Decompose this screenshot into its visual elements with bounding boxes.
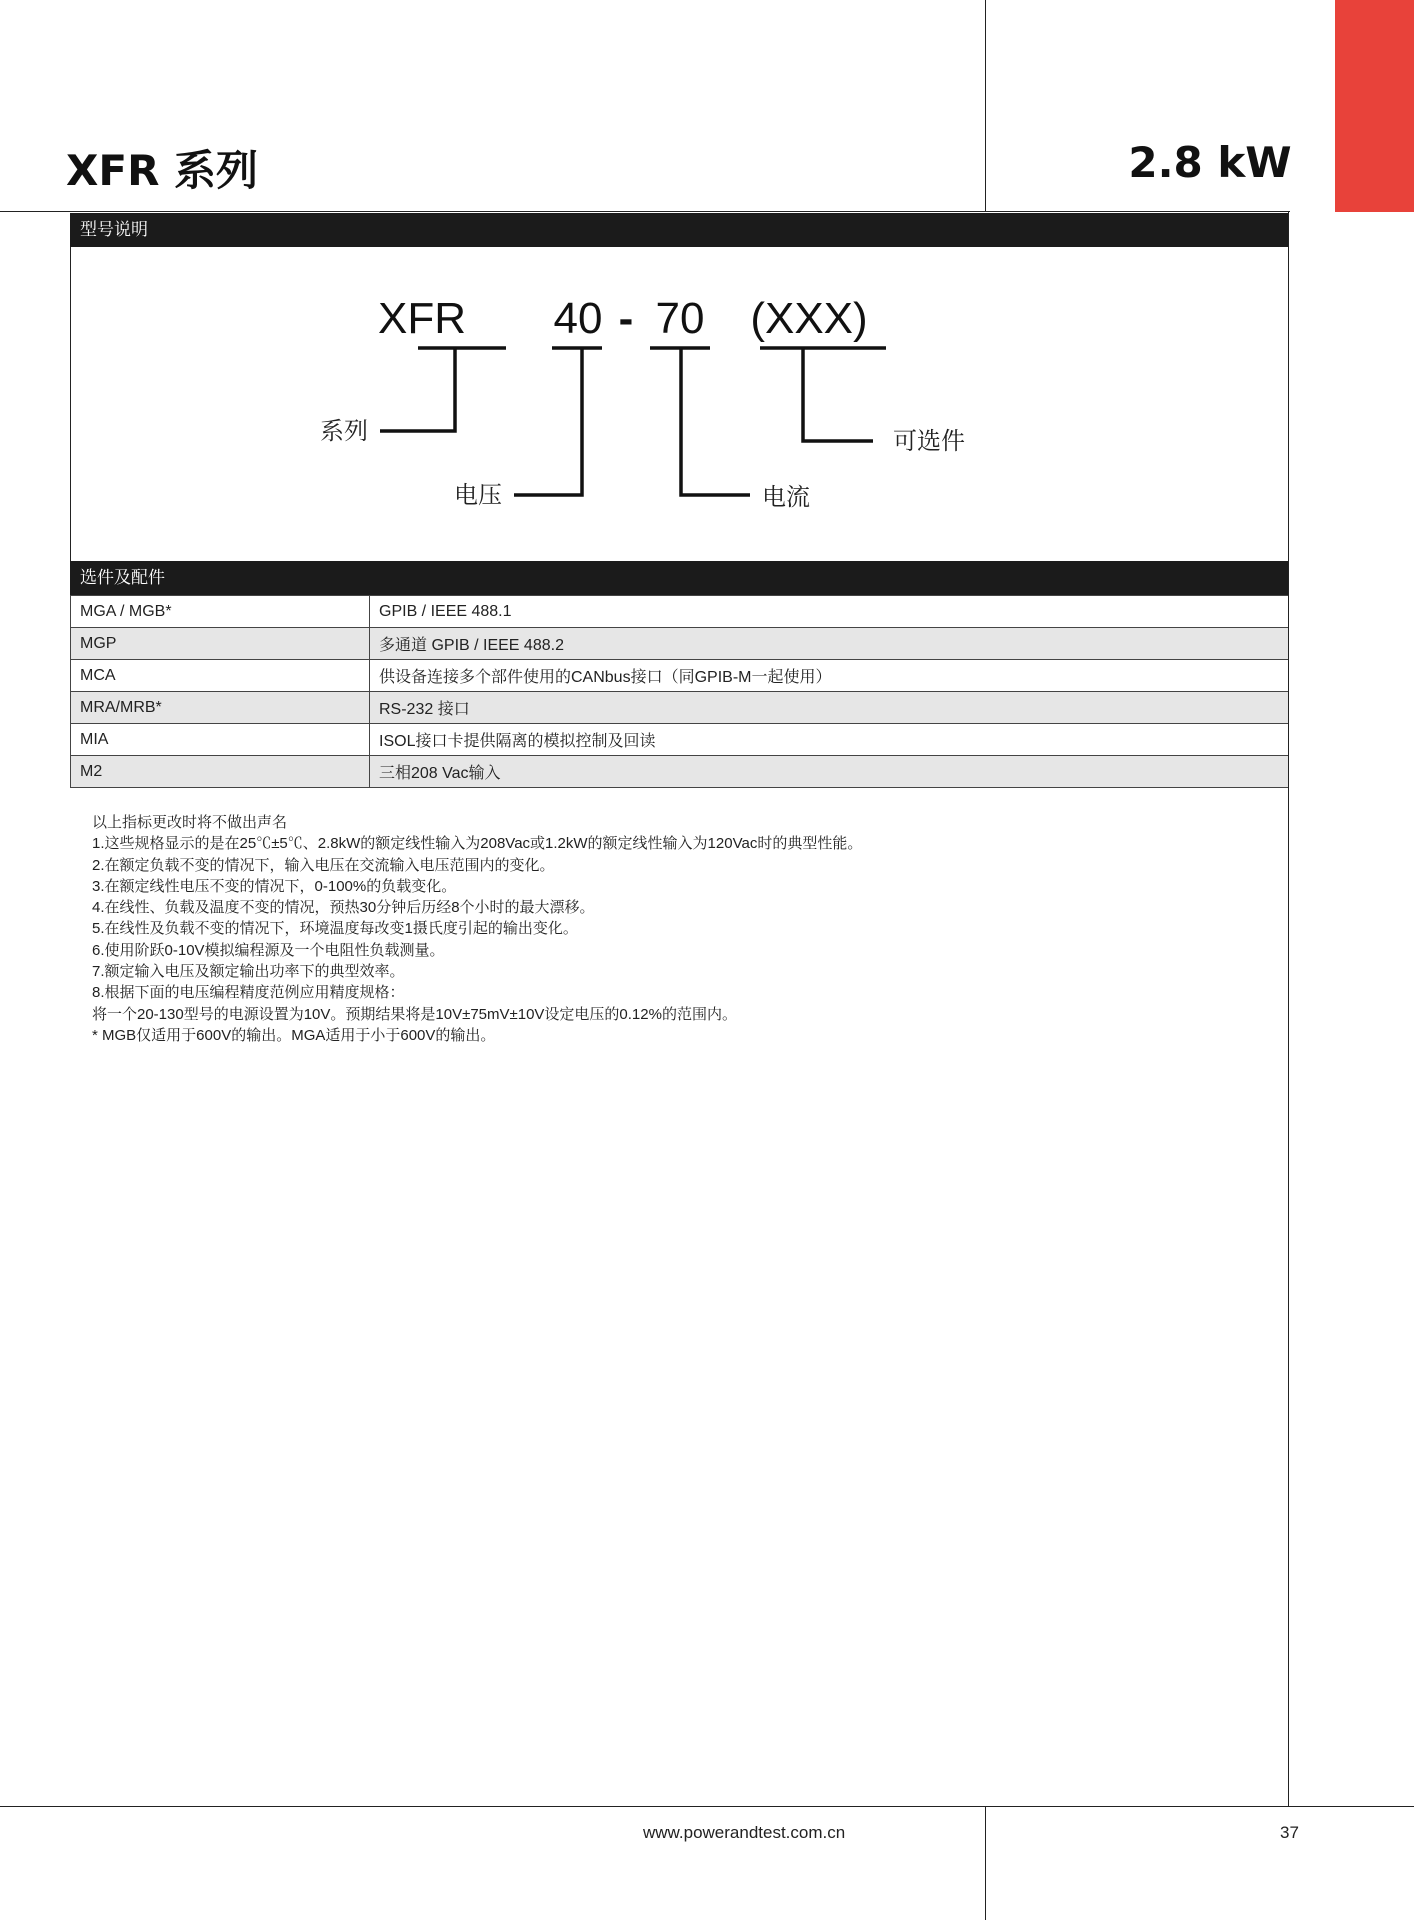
table-row <box>71 660 1289 692</box>
connector-series <box>380 348 455 431</box>
table-row <box>71 596 1289 628</box>
option-description: 供设备连接多个部件使用的CANbus接口（同GPIB-M一起使用） <box>370 660 1289 692</box>
page-right-rule <box>1288 212 1289 1806</box>
connector-voltage <box>514 348 582 495</box>
option-description: GPIB / IEEE 488.1 <box>370 596 1289 628</box>
header-divider <box>985 0 986 212</box>
power-rating: 2.8 kW <box>1128 138 1292 187</box>
option-description: ISOL接口卡提供隔离的模拟控制及回读 <box>370 724 1289 756</box>
note-line: 7.额定输入电压及额定输出功率下的典型效率。 <box>92 963 405 981</box>
label-current: 电流 <box>762 483 810 511</box>
note-line: 2.在额定负载不变的情况下，输入电压在交流输入电压范围内的变化。 <box>92 856 555 874</box>
note-line: 4.在线性、负载及温度不变的情况，预热30分钟后历经8个小时的最大漂移。 <box>92 899 595 917</box>
code-part-optional: (XXX) <box>750 294 868 343</box>
note-line: 3.在额定线性电压不变的情况下，0-100%的负载变化。 <box>92 877 457 895</box>
label-series: 系列 <box>320 417 368 445</box>
connector-current <box>681 348 750 495</box>
options-section-title: 选件及配件 <box>70 561 1289 595</box>
model-section-title: 型号说明 <box>70 213 1289 247</box>
table-row <box>71 724 1289 756</box>
footer-divider <box>985 1806 986 1920</box>
option-code: MRA/MRB* <box>71 692 370 724</box>
note-line: * MGB仅适用于600V的输出。MGA适用于小于600V的输出。 <box>92 1026 496 1044</box>
red-accent-tab <box>1335 0 1414 212</box>
label-voltage: 电压 <box>454 481 502 509</box>
header-rule <box>0 211 1290 212</box>
option-code: MGA / MGB* <box>71 596 370 628</box>
page-number: 37 <box>1280 1823 1299 1842</box>
footer-rule <box>0 1806 1414 1807</box>
code-part-current: 70 <box>655 294 705 343</box>
note-line: 1.这些规格显示的是在25℃±5℃、2.8kW的额定线性输入为208Vac或1.2kW的额定线性输入为120Vac时的典型性能。 <box>92 835 863 853</box>
table-row <box>71 692 1289 724</box>
table-row <box>71 756 1289 788</box>
footnotes <box>92 812 1272 1046</box>
code-part-dash: - <box>618 294 634 343</box>
note-line: 将一个20-130型号的电源设置为10V。预期结果将是10V±75mV±10V设定电压的0.12%的范围内。 <box>92 1005 737 1023</box>
code-part-voltage: 40 <box>553 294 603 343</box>
table-row <box>71 628 1289 660</box>
option-code: MCA <box>71 660 370 692</box>
option-description: RS-232 接口 <box>370 692 1289 724</box>
note-line: 8.根据下面的电压编程精度范例应用精度规格： <box>92 984 405 1002</box>
note-line: 以上指标更改时将不做出声名 <box>92 814 288 831</box>
option-description: 三相208 Vac输入 <box>370 756 1289 788</box>
model-code-diagram <box>70 247 1289 561</box>
connector-optional <box>803 348 873 441</box>
label-optional: 可选件 <box>893 427 965 455</box>
note-line: 5.在线性及负载不变的情况下，环境温度每改变1摄氏度引起的输出变化。 <box>92 920 578 938</box>
footer-website-link[interactable]: www.powerandtest.com.cn <box>643 1823 846 1842</box>
option-code: MIA <box>71 724 370 756</box>
note-line: 6.使用阶跃0-10V模拟编程源及一个电阻性负载测量。 <box>92 941 445 959</box>
series-title: XFR 系列 <box>66 146 259 195</box>
options-table <box>70 595 1289 788</box>
code-part-series: XFR <box>378 294 466 343</box>
option-description: 多通道 GPIB / IEEE 488.2 <box>370 628 1289 660</box>
option-code: MGP <box>71 628 370 660</box>
option-code: M2 <box>71 756 370 788</box>
